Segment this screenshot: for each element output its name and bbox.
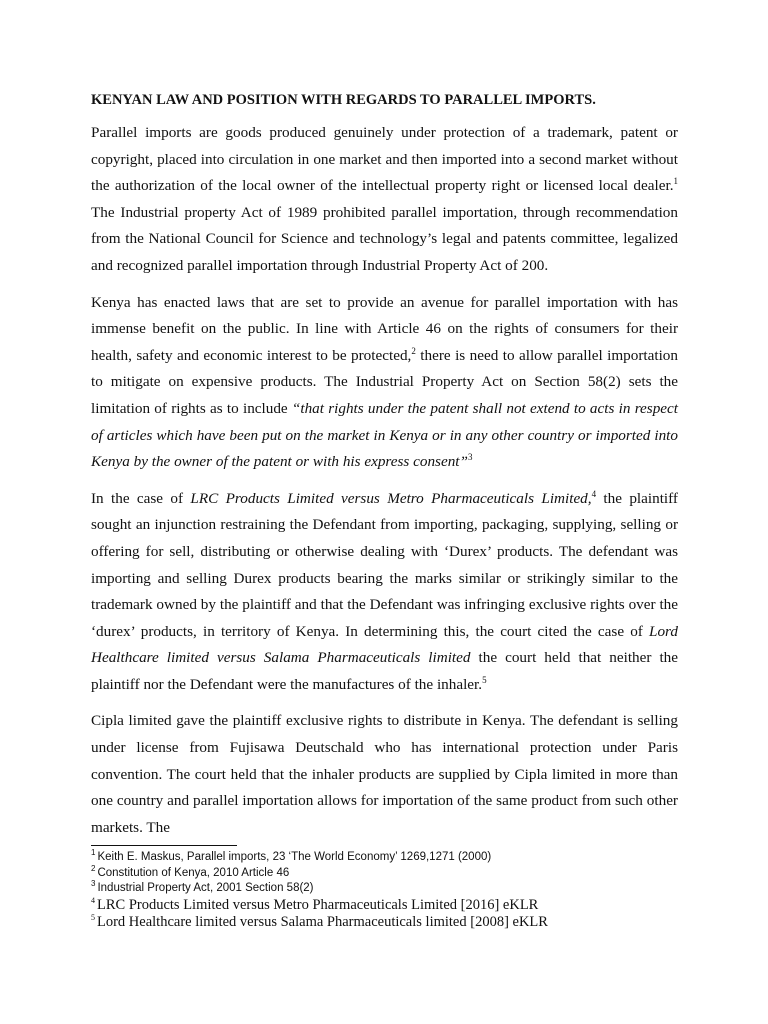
- paragraph-3: [91, 486, 678, 699]
- paragraph-1: [91, 120, 678, 280]
- footnote-4: [91, 897, 691, 914]
- paragraph-2: [91, 290, 678, 476]
- footnote-number: 1: [91, 848, 96, 858]
- footnotes: [91, 850, 691, 931]
- footnote-number: 3: [91, 879, 96, 889]
- paragraph-1-text-a: Parallel imports are goods produced genuinely under protection of a trademark, patent or copyright, placed into circulation in one market and then imported into a second market without the authorization of the local owner of the intellectual property right or licensed local dealer.: [91, 124, 678, 195]
- paragraph-3-text-c: the court held that neither the plaintiff nor the Defendant were the manufactures of the inhaler.: [91, 649, 679, 693]
- paragraph-3-text-b: the plaintiff sought an injunction restraining the Defendant from importing, packaging, supplying, selling or offering for sell, distributing or otherwise dealing with ‘Durex’ products. The defendant was importing and selling Durex products bearing the marks similar or strikingly similar to the trademark owned by the plaintiff and that the Defendant was infringing exclusive rights over the ‘durex’ products, in territory of Kenya. In determining this, the court cited the case of: [91, 489, 678, 640]
- footnote-ref-1: 1: [673, 176, 678, 187]
- footnote-number: 2: [91, 863, 96, 873]
- footnote-number: 5: [91, 912, 95, 922]
- statute-quote: “that rights under the patent shall not extend to acts in respect of articles which have been put on the market in Kenya or in any other country or imported into Kenya by the owner of the patent or with his express consent”: [91, 399, 678, 471]
- document-heading: KENYAN LAW AND POSITION WITH REGARDS TO PARALLEL IMPORTS.: [91, 92, 596, 108]
- footnote-text: Industrial Property Act, 2001 Section 58(2): [97, 882, 314, 894]
- paragraph-3-text-a: In the case of: [91, 489, 191, 507]
- document-body: [91, 90, 678, 851]
- footnote-ref-4: 4: [591, 488, 597, 499]
- paragraph-2-text-b: there is need to allow parallel importation to mitigate on expensive products. The Industrial Property Act on Section 58(2) sets the limitation of rights as to include: [91, 346, 678, 417]
- footnote-text: Constitution of Kenya, 2010 Article 46: [97, 866, 290, 879]
- footnote-1: [91, 850, 691, 866]
- footnote-ref-5: 5: [482, 674, 487, 685]
- footnote-text: Lord Healthcare limited versus Salama Pharmaceuticals limited [2008] eKLR: [97, 913, 548, 930]
- case-name-lord-healthcare: Lord Healthcare limited versus Salama Pharmaceuticals limited: [91, 622, 678, 667]
- case-name-lrc: LRC Products Limited versus Metro Pharmaceuticals Limited,: [190, 489, 592, 507]
- footnote-separator: [91, 845, 237, 846]
- footnote-2: [91, 863, 691, 882]
- footnote-ref-2: 2: [411, 345, 416, 356]
- footnote-3: [91, 881, 691, 897]
- footnote-5: [91, 914, 691, 931]
- footnote-ref-3: 3: [467, 452, 473, 463]
- footnote-text: Keith E. Maskus, Parallel imports, 23 ‘The World Economy’ 1269,1271 (2000): [97, 851, 492, 863]
- paragraph-2-text-a: Kenya has enacted laws that are set to provide an avenue for parallel importation with has immense benefit on the public. In line with Article 46 on the rights of consumers for their health, safety and economic interest to be protected,: [91, 293, 678, 364]
- paragraph-4: Cipla limited gave the plaintiff exclusive rights to distribute in Kenya. The defendant is selling under license from Fujisawa Deutschald who has international protection under Paris convention. The court held that the inhaler products are supplied by Cipla limited in more than one country and parallel importation allows for importation of the same product from such other markets. The: [91, 712, 678, 836]
- footnote-text: LRC Products Limited versus Metro Pharmaceuticals Limited [2016] eKLR: [97, 896, 539, 913]
- footnote-number: 4: [91, 895, 95, 905]
- paragraph-1-text-b: The Industrial property Act of 1989 prohibited parallel importation, through recommendation from the National Council for Science and technology’s legal and patents committee, legalized and recognized parallel importation through Industrial Property Act of 200.: [91, 203, 678, 274]
